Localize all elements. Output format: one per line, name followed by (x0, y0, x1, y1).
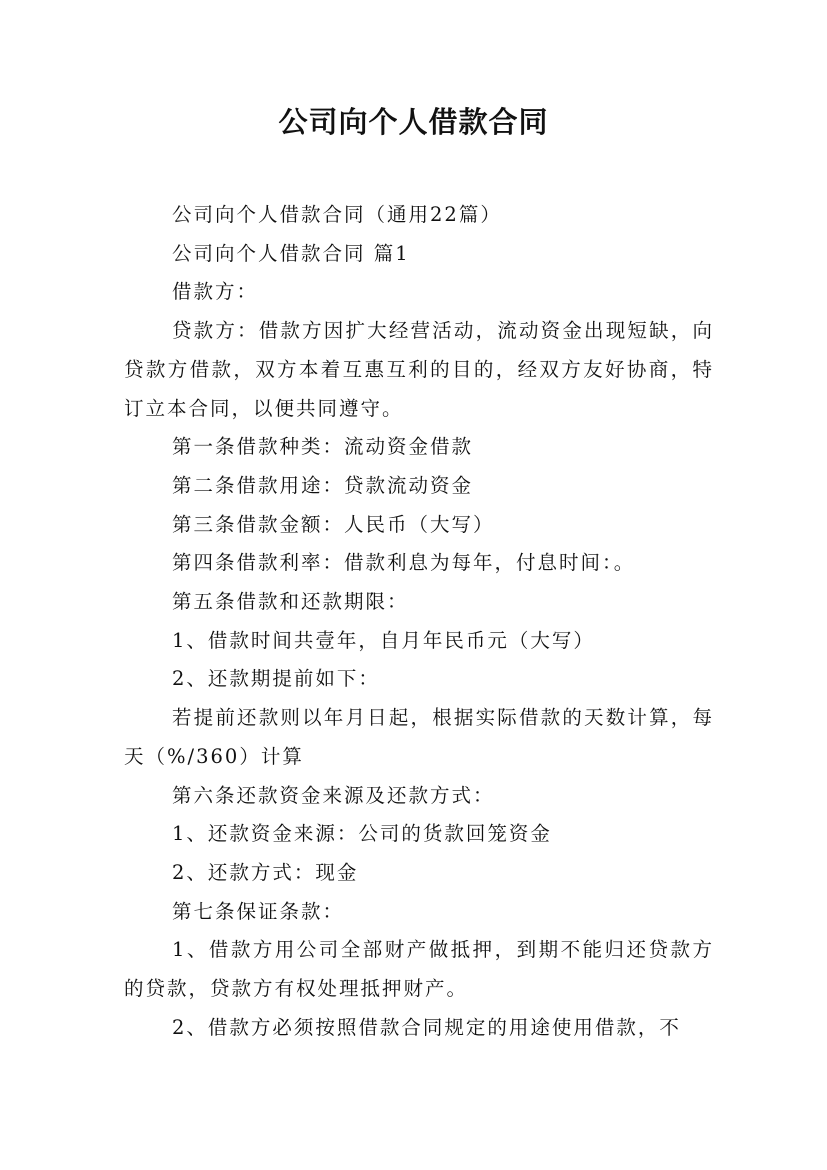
paragraph-article-2: 第二条借款用途：贷款流动资金 (172, 473, 474, 497)
paragraph-early-repayment: 若提前还款则以年月日起，根据实际借款的天数计算，每天（%/360）计算 (124, 706, 714, 768)
paragraph-article-5-item-2: 2、还款期提前如下： (172, 667, 380, 691)
paragraph-article-7-item-2: 2、借款方必须按照借款合同规定的用途使用借款，不 (172, 1015, 681, 1039)
paragraph-borrower: 借款方： (172, 280, 259, 304)
paragraph-lender: 贷款方：借款方因扩大经营活动，流动资金出现短缺，向贷款方借款，双方本着互惠互利的目的，经双方友好协商，特订立本合同，以便共同遵守。 (124, 319, 714, 420)
paragraph-article-5: 第五条借款和还款期限： (172, 590, 409, 614)
paragraph-article-7: 第七条保证条款： (172, 899, 345, 923)
document-title: 公司向个人借款合同 (278, 105, 549, 139)
paragraph-intro-title: 公司向个人借款合同（通用22篇） (172, 203, 502, 226)
paragraph-section-heading: 公司向个人借款合同 篇1 (172, 241, 410, 265)
paragraph-article-1: 第一条借款种类：流动资金借款 (172, 435, 474, 459)
paragraph-article-6: 第六条还款资金来源及还款方式： (172, 783, 495, 807)
document-body (124, 196, 714, 1047)
paragraph-article-6-item-1: 1、还款资金来源：公司的货款回笼资金 (172, 822, 552, 846)
paragraph-article-3: 第三条借款金额：人民币（大写） (172, 512, 495, 536)
paragraph-article-7-item-1: 1、借款方用公司全部财产做抵押，到期不能归还贷款方的贷款，贷款方有权处理抵押财产。 (124, 938, 714, 1001)
paragraph-article-4: 第四条借款利率：借款利息为每年，付息时间：。 (172, 551, 636, 575)
paragraph-article-5-item-1: 1、借款时间共壹年，自月年民币元（大写） (172, 628, 595, 652)
paragraph-article-6-item-2: 2、还款方式：现金 (172, 860, 359, 884)
